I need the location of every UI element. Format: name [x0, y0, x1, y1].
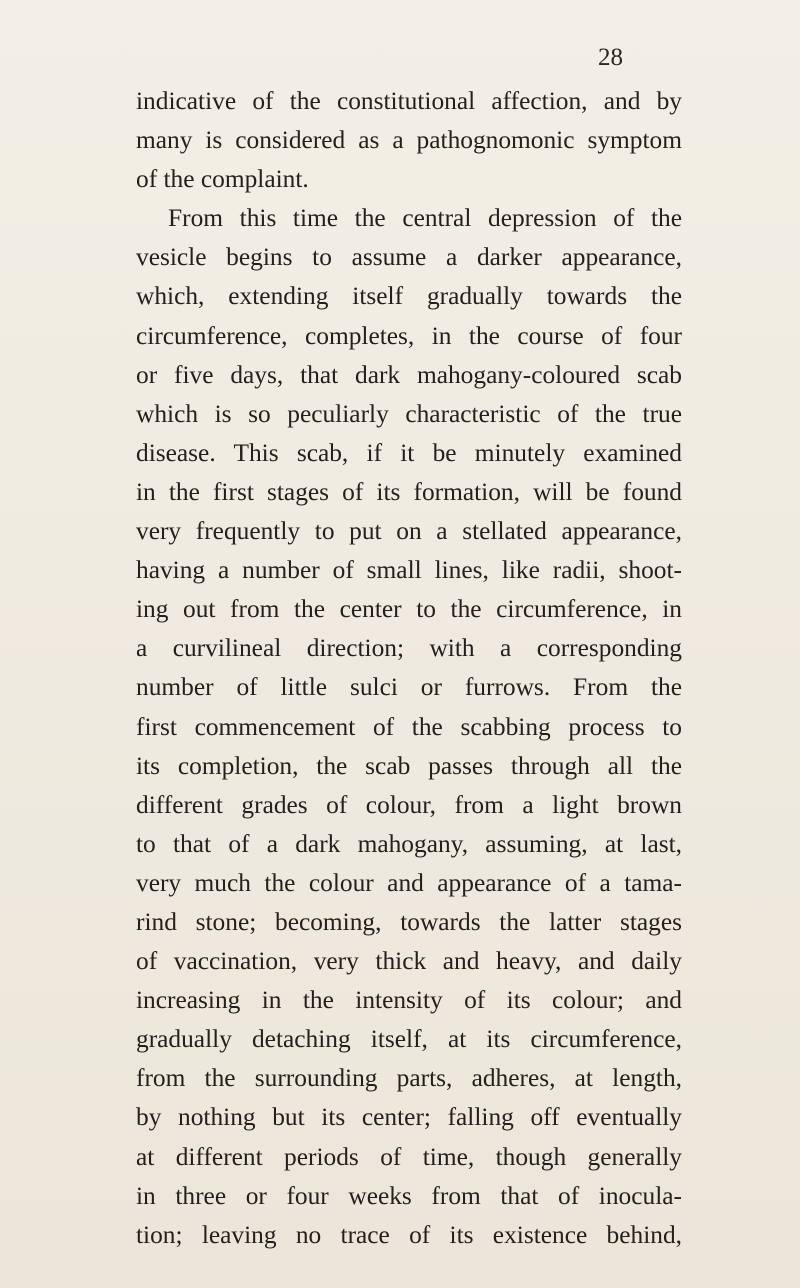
text-line: a curvilineal direction; with a corresponding: [136, 634, 682, 663]
text-line: which is so peculiarly characteristic of the true: [136, 399, 682, 428]
text-line: tion; leaving no trace of its existence behind,: [136, 1220, 682, 1249]
text-line: many is considered as a pathognomonic symptom: [136, 126, 682, 155]
text-line: to that of a dark mahogany, assuming, at last,: [136, 829, 682, 858]
text-line: or five days, that dark mahogany-coloured scab: [136, 360, 682, 389]
text-line: increasing in the intensity of its colour; and: [136, 986, 682, 1015]
text-line: by nothing but its center; falling off eventually: [136, 1103, 682, 1132]
text-line: of vaccination, very thick and heavy, and daily: [136, 947, 682, 976]
text-line: at different periods of time, though generally: [136, 1142, 682, 1171]
page-number: 28: [598, 44, 623, 71]
text-line: in the first stages of its formation, will be found: [136, 477, 682, 506]
text-line: in three or four weeks from that of inocula-: [136, 1181, 682, 1210]
text-line: of the complaint.: [136, 165, 309, 194]
text-line: from the surrounding parts, adheres, at length,: [136, 1064, 682, 1093]
text-line: different grades of colour, from a light brown: [136, 790, 682, 819]
text-line: vesicle begins to assume a darker appearance,: [136, 243, 682, 272]
text-line: disease. This scab, if it be minutely examined: [136, 438, 682, 467]
text-line: first commencement of the scabbing process to: [136, 712, 682, 741]
text-line: rind stone; becoming, towards the latter stages: [136, 907, 682, 936]
body-text: [136, 82, 682, 1255]
text-line: indicative of the constitutional affection, and by: [136, 87, 682, 115]
text-line: very much the colour and appearance of a tama-: [136, 868, 682, 897]
text-line: its completion, the scab passes through all the: [136, 751, 682, 780]
text-line: number of little sulci or furrows. From the: [136, 673, 682, 702]
text-line: very frequently to put on a stellated appearance,: [136, 517, 682, 546]
text-line: From this time the central depression of the: [168, 204, 682, 233]
text-line: which, extending itself gradually towards the: [136, 282, 682, 311]
text-line: having a number of small lines, like radii, shoot-: [136, 556, 682, 585]
text-line: circumference, completes, in the course of four: [136, 321, 682, 350]
text-line: gradually detaching itself, at its circumference,: [136, 1025, 682, 1054]
text-line: ing out from the center to the circumference, in: [136, 595, 682, 624]
